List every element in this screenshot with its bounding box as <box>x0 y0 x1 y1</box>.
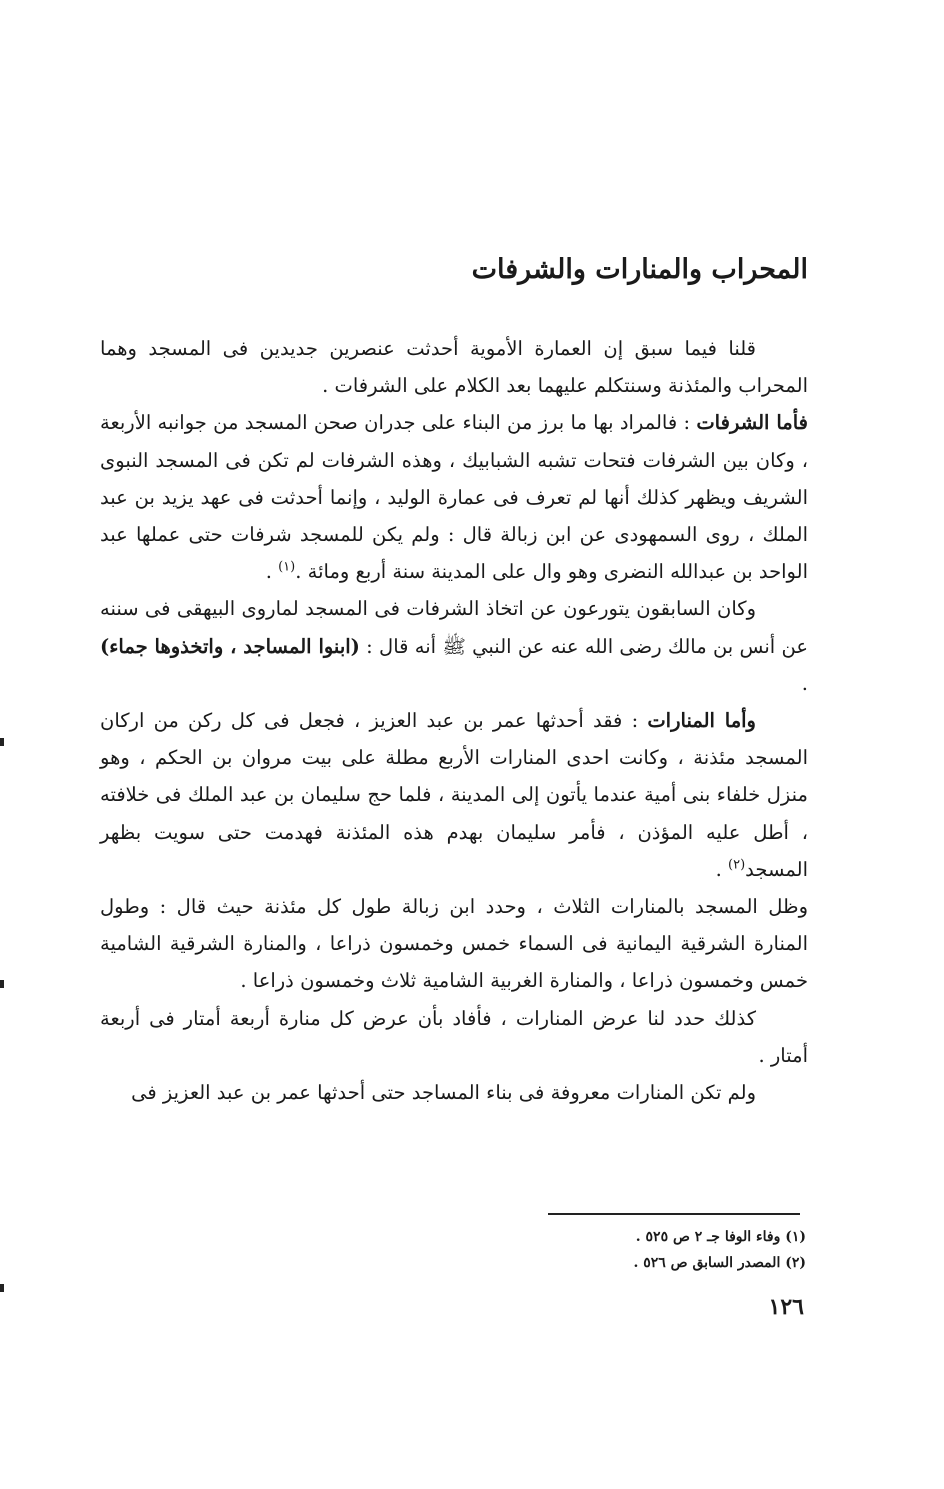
paragraph-text: وكان السابقون يتورعون عن اتخاذ الشرفات فى المسجد لماروى البيهقى فى سننه عن أنس بن مالك رضى الله عنه عن النبي ﷺ أنه قال : <box>100 597 808 658</box>
page-title: المحراب والمنارات والشرفات <box>471 254 808 285</box>
scan-edge-mark <box>0 1284 4 1292</box>
paragraph-text: ولم تكن المنارات معروفة فى بناء المساجد حتى أحدثها عمر بن عبد العزيز فى <box>131 1081 756 1105</box>
paragraph-text: وظل المسجد بالمنارات الثلاث ، وحدد ابن زبالة طول كل مئذنة حيث قال : وطول المنارة الشرقية اليمانية فى السماء خمس وخمسون ذراعا ، والمنارة الشرقية الشامية خمس وخمسون ذراعا ، والمنارة الغربية الشامية ثلاث وخمسون ذراعا . <box>100 895 808 993</box>
paragraph-text: : فقد أحدثها عمر بن عبد العزيز ، فجعل فى كل ركن من اركان المسجد مئذنة ، وكانت احدى المنارات الأربع مطلة على بيت مروان بن الحكم ، وهو منزل خلفاء بنى أمية عندما يأتون إلى المدينة ، فلما حج سليمان بن عبد الملك فى خلافته ، أطل عليه المؤذن ، فأمر سليمان بهدم هذه المئذنة فهدمت حتى سويت بظهر المسجد <box>100 709 808 881</box>
section-lead: فأما الشرفات <box>696 411 808 435</box>
footnotes <box>406 1224 806 1276</box>
footnote-reference: (٢) <box>728 857 746 873</box>
paragraph-text: قلنا فيما سبق إن العمارة الأموية أحدثت عنصرين جديدين فى المسجد وهما المحراب والمئذنة وسنتكلم عليهما بعد الكلام على الشرفات . <box>100 337 808 398</box>
paragraph <box>100 1074 808 1111</box>
paragraph-text: كذلك حدد لنا عرض المنارات ، فأفاد بأن عرض كل منارة أربعة أمتار فى أربعة أمتار . <box>100 1006 808 1067</box>
footnote-reference: (١) <box>278 559 296 575</box>
page-number: ١٢٦ <box>768 1294 804 1320</box>
paragraph <box>100 702 808 888</box>
footnote-2: (٢) المصدر السابق ص ٥٢٦ . <box>633 1255 806 1271</box>
body-text <box>100 330 808 1111</box>
paragraph-text: . <box>265 560 279 584</box>
paragraph-text: . <box>715 857 728 881</box>
hadith-quote: (ابنوا المساجد ، واتخذوها جماء) <box>100 634 360 658</box>
footnote-divider <box>548 1213 800 1215</box>
scan-edge-mark <box>0 980 4 988</box>
paragraph-text: : فالمراد بها ما برز من البناء على جدران صحن المسجد من جوانبه الأربعة ، وكان بين الشرفات فتحات تشبه الشبابيك ، وهذه الشرفات لم تكن فى المسجد النبوى الشريف ويظهر كذلك أنها لم تعرف فى عمارة الوليد ، وإنما أحدثت فى عهد يزيد بن عبد الملك ، روى السمهودى عن ابن زبالة قال : ولم يكن للمسجد شرفات حتى عملها عبد الواحد بن عبدالله النضرى وهو وال على المدينة سنة أربع ومائة . <box>100 411 808 584</box>
paragraph <box>100 1000 808 1074</box>
paragraph <box>100 330 808 404</box>
paragraph <box>100 590 808 702</box>
paragraph <box>100 404 808 590</box>
section-lead: وأما المنارات <box>647 709 756 733</box>
paragraph-text: . <box>801 671 808 695</box>
scan-edge-mark <box>0 738 4 746</box>
paragraph <box>100 888 808 1000</box>
footnote-1: (١) وفاء الوفا جـ ٢ ص ٥٢٥ . <box>635 1229 806 1245</box>
